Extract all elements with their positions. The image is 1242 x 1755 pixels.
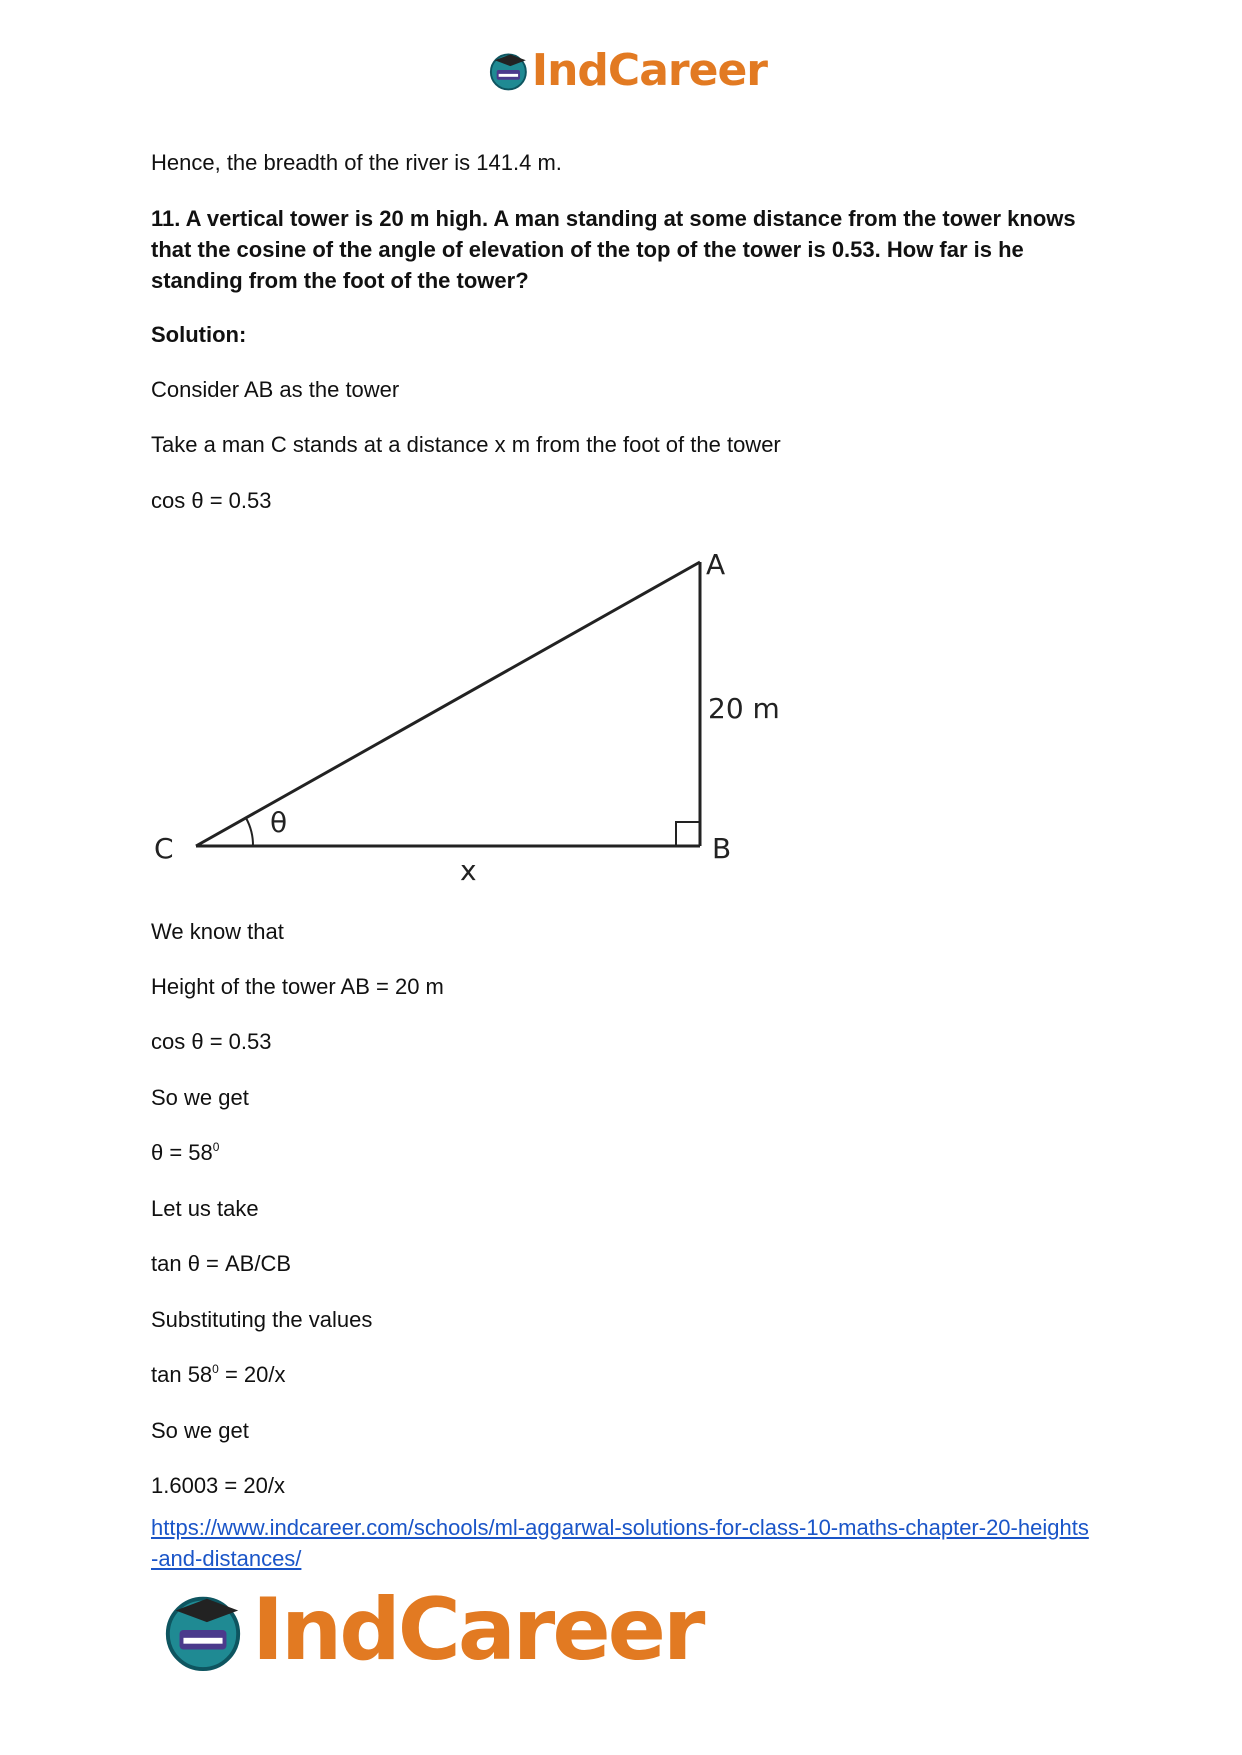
solution-line-7: So we get xyxy=(151,1085,249,1110)
height-label: 20 m xyxy=(708,692,780,725)
solution-line-3: cos θ = 0.53 xyxy=(151,488,272,513)
solution-line-2: Take a man C stands at a distance x m from the foot of the tower xyxy=(151,432,781,457)
solution-label: Solution: xyxy=(151,322,247,347)
header-logo-text: IndCareer xyxy=(531,44,767,96)
question-text: 11. A vertical tower is 20 m high. A man standing at some distance from the tower knows that the cosine of the angle of elevation of the top of the tower is 0.53. How far is he standing from the foot of the tower? xyxy=(151,206,1076,293)
degree-superscript: 0 xyxy=(212,1140,220,1154)
right-angle-marker xyxy=(676,822,700,846)
tan-equation-base: tan 58 xyxy=(151,1362,213,1387)
vertex-label-b: B xyxy=(712,832,732,865)
solution-line-5: Height of the tower AB = 20 m xyxy=(151,974,444,999)
intro-text: Hence, the breadth of the river is 141.4 m. xyxy=(151,150,562,175)
footer-logo xyxy=(160,1580,720,1680)
theta-equation: θ = 58 xyxy=(151,1140,213,1165)
solution-line-8 xyxy=(151,1139,219,1167)
footer-logo-text: IndCareer xyxy=(252,1580,703,1680)
header-logo xyxy=(487,40,767,100)
vertex-label-c: C xyxy=(154,832,174,865)
solution-line-13: So we get xyxy=(151,1418,249,1443)
solution-line-12 xyxy=(151,1361,286,1389)
vertex-label-a: A xyxy=(706,548,726,581)
solution-line-11: Substituting the values xyxy=(151,1307,373,1332)
tan-equation-rest: = 20/x xyxy=(218,1362,286,1387)
degree-superscript: 0 xyxy=(212,1362,219,1376)
triangle-diagram xyxy=(140,540,800,900)
source-link[interactable]: https://www.indcareer.com/schools/ml-aggarwal-solutions-for-class-10-maths-chapter-20-heights-and-distances/ xyxy=(151,1515,1089,1571)
triangle-shape xyxy=(196,562,700,846)
solution-line-1: Consider AB as the tower xyxy=(151,377,400,402)
base-label: x xyxy=(460,854,477,887)
solution-line-10: tan θ = AB/CB xyxy=(151,1251,292,1276)
angle-label: θ xyxy=(270,806,288,839)
solution-line-4: We know that xyxy=(151,919,284,944)
solution-line-9: Let us take xyxy=(151,1196,259,1221)
solution-line-6: cos θ = 0.53 xyxy=(151,1029,272,1054)
angle-arc xyxy=(246,818,253,846)
footer-logo-globe-icon xyxy=(160,1587,246,1673)
logo-globe-icon xyxy=(487,48,530,92)
solution-line-14: 1.6003 = 20/x xyxy=(151,1473,285,1498)
